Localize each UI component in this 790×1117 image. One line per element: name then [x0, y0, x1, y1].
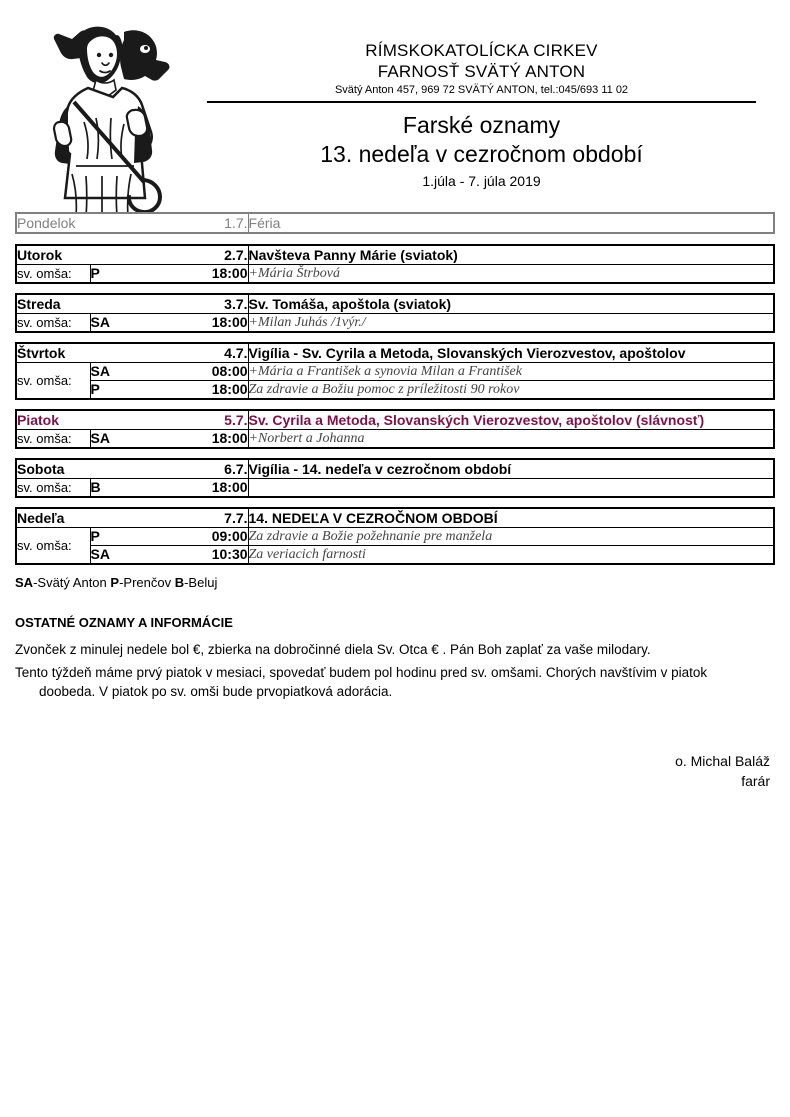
mass-label: sv. omša:: [17, 265, 90, 283]
day-feast: Sv. Cyrila a Metoda, Slovanských Vierozvestov, apoštolov (slávnosť): [248, 412, 705, 428]
mass-row: [17, 479, 773, 497]
signature-block: [0, 751, 790, 791]
mass-label: sv. omša:: [17, 430, 90, 448]
day-name: Nedeľa: [17, 510, 65, 526]
day-feast: Vigília - 14. nedeľa v cezročnom období: [248, 461, 512, 477]
mass-label: sv. omša:: [17, 479, 90, 497]
mass-location: SA: [90, 363, 138, 381]
day-header-row: [17, 295, 773, 314]
organization-line-2: FARNOSŤ SVÄTÝ ANTON: [377, 62, 586, 81]
organization-line-1: RÍMSKOKATOLÍCKA CIRKEV: [365, 41, 598, 60]
mass-row: [17, 546, 773, 564]
mass-intention: [248, 479, 773, 497]
day-group: [15, 409, 775, 449]
mass-location: SA: [90, 314, 138, 332]
day-feast: 14. NEDEĽA V CEZROČNOM OBDOBÍ: [248, 510, 498, 526]
mass-intention: Za zdravie a Božiu pomoc z príležitosti 90 rokov: [248, 381, 773, 399]
document-subtitle: 13. nedeľa v cezročnom období: [320, 141, 643, 167]
mass-schedule: [15, 212, 775, 565]
date-range: 1.júla - 7. júla 2019: [422, 173, 541, 189]
day-name: Streda: [17, 296, 61, 312]
mass-row: [17, 430, 773, 448]
abbreviation-legend: [15, 574, 790, 592]
mass-row: [17, 265, 773, 283]
legend-meaning: -Beluj: [184, 575, 218, 590]
mass-intention: +Mária Štrbová: [248, 265, 773, 283]
mass-row: [17, 363, 773, 381]
signature-name: o. Michal Baláž: [675, 753, 770, 769]
mass-intention: +Norbert a Johanna: [248, 430, 773, 448]
notices-section: [15, 614, 760, 701]
mass-location: SA: [90, 430, 138, 448]
day-feast: Sv. Tomáša, apoštola (sviatok): [248, 296, 452, 312]
mass-time: 10:30: [138, 546, 248, 564]
day-date: 1.7.: [138, 214, 248, 232]
day-name: Pondelok: [17, 215, 76, 231]
day-name: Sobota: [17, 461, 65, 477]
day-name: Piatok: [17, 412, 60, 428]
day-group: [15, 507, 775, 565]
day-feast: Féria: [248, 215, 281, 231]
mass-location: B: [90, 479, 138, 497]
day-name: Utorok: [17, 247, 63, 263]
legend-meaning: -Prenčov: [119, 575, 175, 590]
mass-time: 18:00: [138, 265, 248, 283]
legend-abbreviation: P: [110, 575, 120, 590]
document-title: Farské oznamy: [402, 112, 561, 138]
day-feast: Vigília - Sv. Cyrila a Metoda, Slovanských Vierozvestov, apoštolov: [248, 345, 686, 361]
day-header-row: [17, 344, 773, 363]
mass-row: [17, 381, 773, 399]
signature-role: farár: [741, 773, 770, 789]
day-date: 7.7.: [138, 509, 248, 528]
day-group: [15, 458, 775, 498]
notices-list: [15, 640, 760, 701]
header-divider: [207, 101, 756, 103]
day-group: [15, 212, 775, 234]
mass-time: 18:00: [138, 479, 248, 497]
day-date: 2.7.: [138, 246, 248, 265]
day-date: 6.7.: [138, 460, 248, 479]
day-feast: Navšteva Panny Márie (sviatok): [248, 247, 458, 263]
mass-label: sv. omša:: [17, 363, 90, 399]
mass-intention: +Milan Juhás /1výr./: [248, 314, 773, 332]
mass-row: [17, 314, 773, 332]
day-name: Štvrtok: [17, 345, 66, 361]
parish-address: Svätý Anton 457, 969 72 SVÄTÝ ANTON, tel.:045/693 11 02: [334, 84, 629, 96]
mass-time: 08:00: [138, 363, 248, 381]
notice-item: Tento týždeň máme prvý piatok v mesiaci, spovedať budem pol hodinu pred sv. omšami. Chorých navštívim v piatok doobeda. V piatok po sv. omši bude prvopiatková adorácia.: [15, 665, 708, 699]
mass-time: 09:00: [138, 528, 248, 546]
mass-time: 18:00: [138, 314, 248, 332]
mass-time: 18:00: [138, 430, 248, 448]
mass-intention: +Mária a František a synovia Milan a František: [248, 363, 773, 381]
mass-intention: Za zdravie a Božie požehnanie pre manžela: [248, 528, 773, 546]
mass-location: P: [90, 265, 138, 283]
legend-meaning: -Svätý Anton: [33, 575, 111, 590]
day-date: 3.7.: [138, 295, 248, 314]
day-date: 4.7.: [138, 344, 248, 363]
mass-location: SA: [90, 546, 138, 564]
good-shepherd-logo-icon: [16, 14, 191, 214]
mass-label: sv. omša:: [17, 314, 90, 332]
day-group: [15, 293, 775, 333]
day-header-row: [17, 411, 773, 430]
notices-title: OSTATNÉ OZNAMY A INFORMÁCIE: [15, 615, 233, 630]
legend-abbreviation: SA: [15, 575, 34, 590]
mass-time: 18:00: [138, 381, 248, 399]
day-group: [15, 342, 775, 400]
day-group: [15, 244, 775, 284]
day-date: 5.7.: [138, 411, 248, 430]
day-header-row: [17, 460, 773, 479]
mass-intention: Za veriacich farnosti: [248, 546, 773, 564]
mass-row: [17, 528, 773, 546]
header-text-block: [207, 0, 756, 191]
day-header-row: [17, 214, 773, 232]
mass-label: sv. omša:: [17, 528, 90, 564]
mass-location: P: [90, 381, 138, 399]
notice-item: Zvonček z minulej nedele bol €, zbierka na dobročinné diela Sv. Otca € . Pán Boh zaplať za vaše milodary.: [15, 642, 651, 657]
day-header-row: [17, 246, 773, 265]
document-header: [0, 0, 790, 212]
mass-location: P: [90, 528, 138, 546]
legend-abbreviation: B: [174, 575, 185, 590]
day-header-row: [17, 509, 773, 528]
